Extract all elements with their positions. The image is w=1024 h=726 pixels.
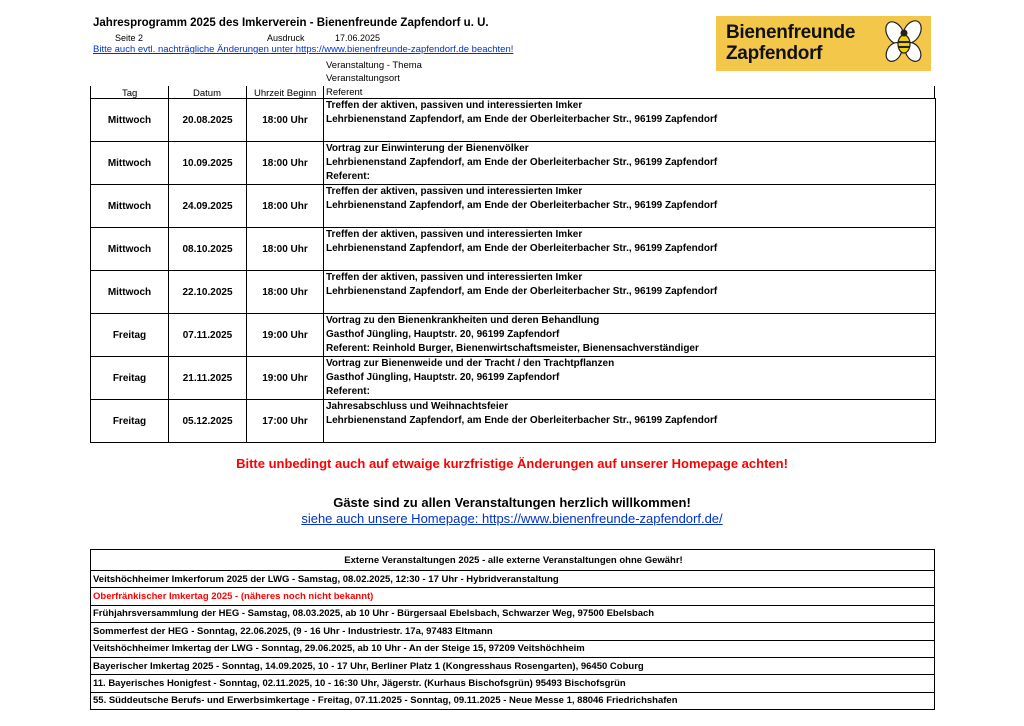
column-header-day: Tag [122,88,138,99]
event-day: Mittwoch [91,228,169,271]
update-hint-link[interactable]: Bitte auch evtl. nachträgliche Änderungen unter https://www.bienenfreunde-zapfendorf.de beachten! [93,44,514,55]
event-details [324,357,936,400]
external-event-row [91,623,935,640]
event-detail-line: Gasthof Jüngling, Hauptstr. 20, 96199 Zapfendorf [326,372,560,383]
external-event-text: Veitshöchheimer Imkertag der LWG - Sonntag, 29.06.2025, ab 10 Uhr - An der Steige 15, 97209 Veitshöchheim [91,640,935,657]
external-event-row [91,605,935,622]
event-detail-line: Vortrag zur Bienenweide und der Tracht / den Trachtpflanzen [326,358,615,369]
event-detail-line: Jahresabschluss und Weihnachtsfeier [326,401,509,412]
event-time: 18:00 Uhr [247,99,324,142]
changes-warning: Bitte unbedingt auch auf etwaige kurzfristige Änderungen auf unserer Homepage achten! [236,456,788,471]
event-details [324,99,936,142]
event-time: 18:00 Uhr [247,271,324,314]
event-detail-line: Treffen der aktiven, passiven und interessierten Imker [326,186,583,197]
external-event-text: Veitshöchheimer Imkerforum 2025 der LWG - Samstag, 08.02.2025, 12:30 - 17 Uhr - Hybridveranstaltung [91,571,935,588]
print-date: 17.06.2025 [335,33,381,43]
event-detail-line: Vortrag zur Einwinterung der Bienenvölker [326,143,529,154]
event-row [91,142,936,185]
external-event-text: Frühjahrsversammlung der HEG - Samstag, 08.03.2025, ab 10 Uhr - Bürgersaal Ebelsbach, Schwarzer Weg, 97500 Ebelsbach [91,605,935,622]
event-detail-line: Treffen der aktiven, passiven und interessierten Imker [326,100,583,111]
logo-line-2: Zapfendorf [726,43,823,64]
event-date: 07.11.2025 [169,314,247,357]
bee-icon [879,18,929,68]
external-event-row [91,640,935,657]
event-date: 22.10.2025 [169,271,247,314]
external-event-row [91,675,935,692]
club-logo [716,16,931,71]
external-event-text: Oberfränkischer Imkertag 2025 - (näheres noch nicht bekannt) [91,588,935,605]
event-day: Freitag [91,400,169,443]
column-header-event [326,59,422,99]
event-detail-line: Lehrbienenstand Zapfendorf, am Ende der Oberleiterbacher Str., 96199 Zapfendorf [326,157,718,168]
column-header-topic: Veranstaltung - Thema [326,60,422,71]
event-detail-line: Referent: [326,171,370,182]
external-event-row [91,588,935,605]
external-event-text: 55. Süddeutsche Berufs- und Erwerbsimkertage - Freitag, 07.11.2025 - Sonntag, 09.11.2025 - Neue Messe 1, 88046 Friedrichshafen [91,692,935,709]
external-event-row [91,571,935,588]
print-label: Ausdruck [267,33,305,43]
document-title: Jahresprogramm 2025 des Imkerverein - Bienenfreunde Zapfendorf u. U. [93,17,489,29]
column-header-date: Datum [193,88,221,99]
external-event-text: 11. Bayerisches Honigfest - Sonntag, 02.11.2025, 10 - 16:30 Uhr, Jägerstr. (Kurhaus Bischofsgrün) 95493 Bischofsgrün [91,675,935,692]
guests-welcome: Gäste sind zu allen Veranstaltungen herzlich willkommen! [333,495,691,510]
event-detail-line: Gasthof Jüngling, Hauptstr. 20, 96199 Zapfendorf [326,329,560,340]
event-time: 18:00 Uhr [247,142,324,185]
external-event-row [91,692,935,709]
logo-line-1: Bienenfreunde [726,22,856,43]
event-details [324,142,936,185]
event-time: 19:00 Uhr [247,357,324,400]
event-day: Mittwoch [91,185,169,228]
external-events-table [90,549,935,710]
page-number: Seite 2 [115,33,144,43]
homepage-link[interactable]: siehe auch unsere Homepage: https://www.bienenfreunde-zapfendorf.de/ [301,511,723,526]
event-row [91,357,936,400]
event-row [91,314,936,357]
event-details [324,400,936,443]
event-detail-line: Lehrbienenstand Zapfendorf, am Ende der Oberleiterbacher Str., 96199 Zapfendorf [326,286,718,297]
event-detail-line: Referent: [326,386,370,397]
event-date: 24.09.2025 [169,185,247,228]
event-row [91,228,936,271]
event-detail-line: Lehrbienenstand Zapfendorf, am Ende der Oberleiterbacher Str., 96199 Zapfendorf [326,114,718,125]
external-event-row [91,657,935,674]
event-day: Mittwoch [91,99,169,142]
event-day: Freitag [91,314,169,357]
event-detail-line: Lehrbienenstand Zapfendorf, am Ende der Oberleiterbacher Str., 96199 Zapfendorf [326,415,718,426]
event-date: 08.10.2025 [169,228,247,271]
external-event-text: Sommerfest der HEG - Sonntag, 22.06.2025, (9 - 16 Uhr - Industriestr. 17a, 97483 Eltmann [91,623,935,640]
event-row [91,400,936,443]
event-row [91,99,936,142]
column-header-speaker: Referent [326,86,363,98]
event-day: Mittwoch [91,271,169,314]
event-time: 18:00 Uhr [247,228,324,271]
event-date: 10.09.2025 [169,142,247,185]
event-details [324,314,936,357]
event-detail-line: Lehrbienenstand Zapfendorf, am Ende der Oberleiterbacher Str., 96199 Zapfendorf [326,200,718,211]
event-details [324,185,936,228]
event-time: 19:00 Uhr [247,314,324,357]
event-detail-line: Lehrbienenstand Zapfendorf, am Ende der Oberleiterbacher Str., 96199 Zapfendorf [326,243,718,254]
event-date: 21.11.2025 [169,357,247,400]
program-table [90,98,936,443]
event-row [91,185,936,228]
external-event-text: Bayerischer Imkertag 2025 - Sonntag, 14.09.2025, 10 - 17 Uhr, Berliner Platz 1 (Kongresshaus Rosengarten), 96450 Coburg [91,657,935,674]
event-row [91,271,936,314]
event-detail-line: Treffen der aktiven, passiven und interessierten Imker [326,229,583,240]
event-time: 17:00 Uhr [247,400,324,443]
column-header-time: Uhrzeit Beginn [254,88,317,99]
event-detail-line: Referent: Reinhold Burger, Bienenwirtschaftsmeister, Bienensachverständiger [326,343,699,354]
event-day: Freitag [91,357,169,400]
event-time: 18:00 Uhr [247,185,324,228]
event-details [324,228,936,271]
event-detail-line: Vortrag zu den Bienenkrankheiten und deren Behandlung [326,315,600,326]
column-header-location: Veranstaltungsort [326,73,400,85]
external-events-heading: Externe Veranstaltungen 2025 - alle externe Veranstaltungen ohne Gewähr! [91,550,935,571]
event-details [324,271,936,314]
event-day: Mittwoch [91,142,169,185]
event-date: 05.12.2025 [169,400,247,443]
event-detail-line: Treffen der aktiven, passiven und interessierten Imker [326,272,583,283]
event-date: 20.08.2025 [169,99,247,142]
